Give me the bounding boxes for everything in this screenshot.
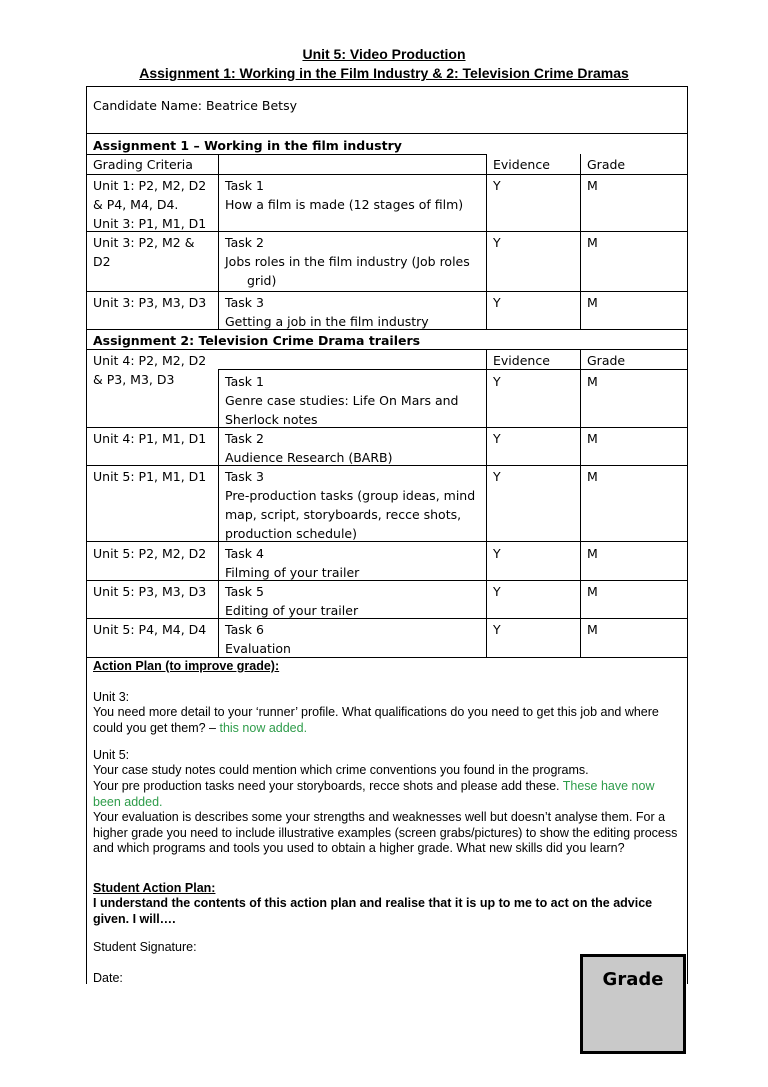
criteria-text: D2: [93, 254, 111, 269]
grade-value: M: [587, 469, 598, 484]
col-grading-criteria: Grading Criteria: [93, 157, 193, 172]
task-label: Task 4: [225, 546, 264, 561]
student-plan-statement: I understand the contents of this action plan and realise that it is up to me to act on the advice given. I will….: [93, 896, 653, 926]
col-grade: Grade: [587, 157, 626, 172]
evidence-value: Y: [493, 469, 501, 484]
task-label: Task 2: [225, 431, 264, 446]
action-plan-unit5-line2: [93, 779, 683, 810]
criteria-text: Unit 1: P2, M2, D2: [93, 178, 207, 193]
table-rule: [218, 154, 219, 329]
task-description: grid): [247, 273, 277, 288]
task-description: Editing of your trailer: [225, 603, 359, 618]
criteria-text: & P4, M4, D4.: [93, 197, 179, 212]
action-plan-heading: Action Plan (to improve grade):: [93, 659, 280, 673]
task-description: Pre-production tasks (group ideas, mind: [225, 488, 476, 503]
task-description: Evaluation: [225, 641, 291, 656]
evidence-value: Y: [493, 431, 501, 446]
task-label: Task 1: [225, 374, 264, 389]
date-label: Date:: [93, 971, 123, 985]
assignment2-heading: Assignment 2: Television Crime Drama trailers: [93, 333, 421, 348]
task-label: Task 5: [225, 584, 264, 599]
table-rule: [86, 657, 688, 658]
table-rule: [86, 580, 688, 581]
grade-value: M: [587, 295, 598, 310]
table-rule: [86, 291, 688, 292]
col-evidence: Evidence: [493, 157, 550, 172]
task-label: Task 3: [225, 469, 264, 484]
grade-value: M: [587, 431, 598, 446]
task-label: Task 2: [225, 235, 264, 250]
task-label: Task 6: [225, 622, 264, 637]
grade-value: M: [587, 546, 598, 561]
action-plan-unit5-line3: Your evaluation is describes some your strengths and weaknesses well but doesn’t analyse them. For a higher grade you need to include illustrative examples (screen grabs/pictures) to show the editing process and which programs and tools you used to obtain a higher grade. What new skills did you learn?: [93, 810, 678, 855]
criteria-text: Unit 5: P3, M3, D3: [93, 584, 207, 599]
table-rule: [86, 618, 688, 619]
criteria-text: Unit 3: P2, M2 &: [93, 235, 195, 250]
grade-value: M: [587, 374, 598, 389]
task-description: Genre case studies: Life On Mars and: [225, 393, 459, 408]
evidence-value: Y: [493, 374, 501, 389]
page-subtitle: Assignment 1: Working in the Film Industry & 2: Television Crime Dramas: [139, 65, 629, 81]
table-rule: [486, 349, 487, 657]
evidence-value: Y: [493, 295, 501, 310]
action-plan-unit5-line1: Your case study notes could mention which crime conventions you found in the programs.: [93, 763, 589, 777]
evidence-value: Y: [493, 546, 501, 561]
col-evidence: Evidence: [493, 353, 550, 368]
criteria-text: Unit 5: P2, M2, D2: [93, 546, 207, 561]
action-plan-unit5-label: Unit 5:: [93, 748, 130, 762]
grade-box-label: Grade: [602, 969, 664, 990]
table-rule: [86, 427, 688, 428]
grade-value: M: [587, 235, 598, 250]
table-rule: [86, 541, 688, 542]
student-plan-heading: Student Action Plan:: [93, 881, 216, 895]
criteria-text: Unit 3: P3, M3, D3: [93, 295, 207, 310]
grade-value: M: [587, 622, 598, 637]
evidence-value: Y: [493, 622, 501, 637]
table-rule: [86, 174, 688, 175]
unit5-line2-text: Your pre production tasks need your storyboards, recce shots and please add these.: [93, 779, 563, 793]
task-description: Sherlock notes: [225, 412, 318, 427]
task-description: How a film is made (12 stages of film): [225, 197, 464, 212]
grade-value: M: [587, 178, 598, 193]
evidence-value: Y: [493, 235, 501, 250]
criteria-text: Unit 5: P4, M4, D4: [93, 622, 207, 637]
task-description: production schedule): [225, 526, 357, 541]
task-description: Getting a job in the film industry: [225, 314, 429, 329]
page-title: Unit 5: Video Production: [302, 46, 466, 62]
task-description: map, script, storyboards, recce shots,: [225, 507, 462, 522]
task-description: Filming of your trailer: [225, 565, 360, 580]
task-label: Task 3: [225, 295, 264, 310]
evidence-value: Y: [493, 584, 501, 599]
evidence-value: Y: [493, 178, 501, 193]
unit3-green-note: this now added.: [219, 720, 308, 735]
task-description: Jobs roles in the film industry (Job roles: [225, 254, 470, 269]
task-description: Audience Research (BARB): [225, 450, 393, 465]
grade-box: [580, 954, 686, 1054]
unit5-green-note: These have now been added.: [93, 779, 655, 809]
criteria-text: Unit 3: P1, M1, D1: [93, 216, 207, 231]
candidate-name: Candidate Name: Beatrice Betsy: [93, 98, 297, 113]
table-rule: [218, 369, 219, 657]
table-rule: [580, 349, 581, 657]
table-rule: [86, 133, 688, 134]
criteria-text: & P3, M3, D3: [93, 372, 175, 387]
criteria-text: Unit 4: P1, M1, D1: [93, 431, 207, 446]
table-rule: [486, 154, 487, 329]
action-plan-unit3-label: Unit 3:: [93, 690, 130, 704]
action-plan-unit3: [93, 705, 683, 736]
criteria-text: Unit 5: P1, M1, D1: [93, 469, 207, 484]
unit3-text: You need more detail to your ‘runner’ profile. What qualifications do you need to get this job and where could you get them? –: [93, 705, 659, 735]
assignment1-heading: Assignment 1 – Working in the film industry: [93, 138, 402, 153]
criteria-text: Unit 4: P2, M2, D2: [93, 353, 207, 368]
table-rule: [580, 154, 581, 329]
grade-value: M: [587, 584, 598, 599]
student-signature-label: Student Signature:: [93, 940, 197, 954]
task-label: Task 1: [225, 178, 264, 193]
col-grade: Grade: [587, 353, 626, 368]
